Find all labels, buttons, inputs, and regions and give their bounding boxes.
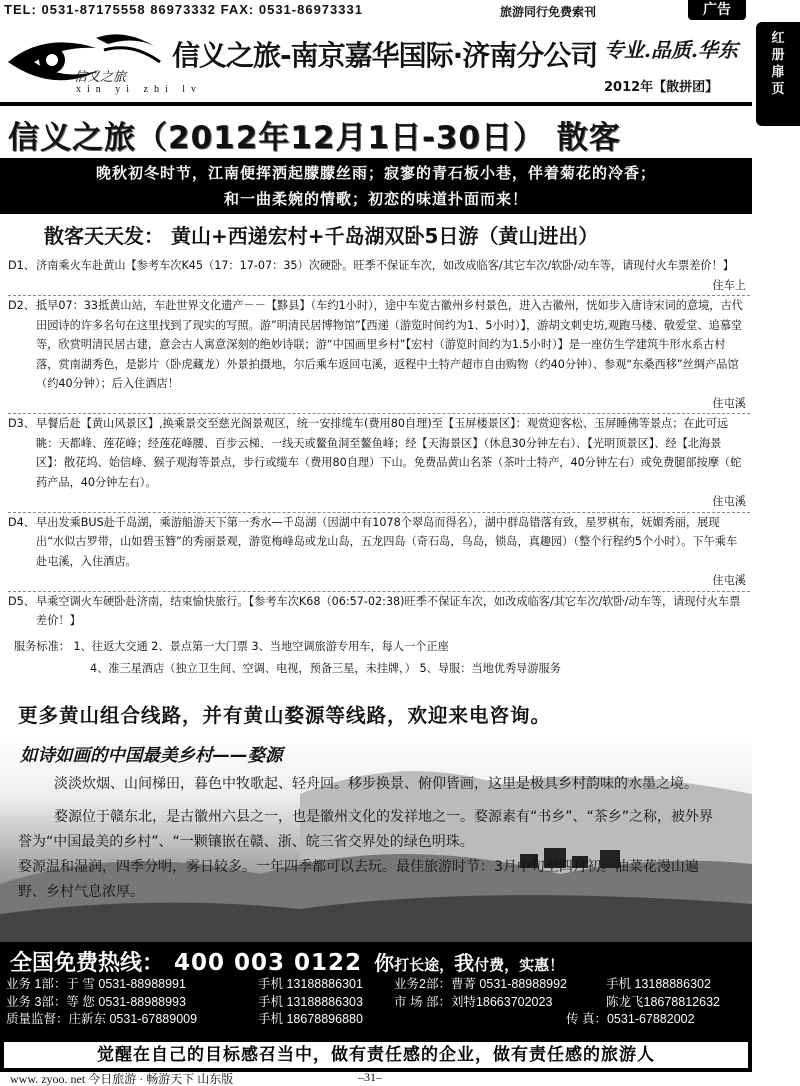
day-label: D5、 bbox=[8, 594, 35, 608]
service-standards bbox=[14, 636, 754, 680]
contact-row bbox=[6, 994, 748, 1012]
footer-site: www. zyoo. net 今日旅游 · 畅游天下 山东版 bbox=[10, 1072, 234, 1086]
tour-title: 散客天天发： 黄山+西递宏村+千岛湖双卧5日游（黄山进出） bbox=[44, 224, 599, 248]
tab-char: 扉 bbox=[771, 65, 785, 80]
service-row: 4、准三星酒店（独立卫生间、空调、电视，预备三星，未挂牌，） 5、导服：当地优秀导游服务 bbox=[90, 662, 561, 675]
contact-cell: 手机 13188886301 bbox=[258, 977, 363, 991]
section-tab bbox=[756, 22, 800, 126]
slogan-part: 你 bbox=[374, 951, 395, 975]
ad-tag: 广告 bbox=[688, 0, 746, 20]
day-label: D2、 bbox=[8, 299, 35, 312]
day-label: D4、 bbox=[8, 515, 35, 529]
day-stay: 住屯溪 bbox=[712, 574, 746, 587]
day-label: D3、 bbox=[8, 417, 35, 430]
top-bar bbox=[0, 0, 800, 20]
more-routes-note: 更多黄山组合线路，并有黄山婺源等线路，欢迎来电咨询。 bbox=[18, 704, 552, 727]
hotline-line bbox=[10, 946, 746, 977]
itinerary-day bbox=[8, 296, 750, 414]
day-text: 早餐后赴【黄山风景区】,换乘景交至慈光阁景观区，统一安排缆车(费用80自理)至【玉屏楼景区】：观赏迎客松、玉屏睡佛等景点；在此可远眺：天都峰、莲花峰；经莲花峰腰、百步云梯、一线天或鳌鱼洞至鳌鱼峰；经【天海景区】（休息30分钟左右）、【光明顶景区】、经【北海景区】：散花坞、始信峰、猴子观海等景点，步行或缆车（费用80自理）下山。免费品黄山名茶（茶叶土特产，40分钟左右）或免费腿部按摩（蛇药产品，40分钟左右）。 bbox=[36, 417, 742, 489]
intro-line: 晚秋初冬时节，江南便挥洒起朦朦丝雨；寂寥的青石板小巷，伴着菊花的冷香； bbox=[95, 164, 656, 182]
day-stay: 住车上 bbox=[712, 278, 746, 292]
contact-cell: 市 场 部：刘特18663702023 bbox=[394, 994, 553, 1009]
slogan-part: 付费，实惠！ bbox=[474, 956, 565, 974]
contact-cell: 业务2部：曹菁 0531-88988992 bbox=[394, 977, 568, 991]
slogan-part: 我 bbox=[454, 951, 475, 975]
wuyuan-paragraph: 婺源温和湿润，四季分明，雾日较多。一年四季都可以去玩。最佳旅游时节：3月中旬至四月初。油菜花漫山遍野、乡村气息浓厚。 bbox=[18, 859, 699, 900]
company-motto: 觉醒在自己的目标感召当中，做有责任感的企业，做有责任感的旅游人 bbox=[4, 1042, 748, 1068]
itinerary bbox=[8, 256, 750, 631]
contact-cell: 质量监督：庄新东 0531-67889009 bbox=[6, 1012, 198, 1026]
contact-cell: 业务 3部：等 您 0531-88988993 bbox=[6, 994, 186, 1009]
tab-char: 红 bbox=[771, 31, 785, 46]
intro-banner bbox=[0, 158, 752, 214]
day-text: 早出发乘BUS赴千岛湖，乘游船游天下第一秀水—千岛湖（因湖中有1078个翠岛而得名），湖中群岛错落有致，星罗棋布，妩媚秀丽，展现出“水似古罗带，山如碧玉簪”的秀丽景观，游览梅峰岛或龙山岛，五龙四岛（奇石岛，鸟岛，锁岛，真趣园）（整个行程约5个小时）。下午乘车赴屯溪，入住酒店。 bbox=[36, 515, 738, 568]
header bbox=[0, 20, 752, 106]
logo-text: 信义之旅 bbox=[74, 70, 127, 85]
contact-cell: 手机 13188886303 bbox=[258, 994, 363, 1009]
contact-table bbox=[6, 976, 748, 1029]
slogan-part: 打长途， bbox=[394, 956, 455, 974]
day-label: D1、 bbox=[8, 259, 35, 272]
hotline-block bbox=[0, 942, 752, 1072]
contact-cell: 业务 1部：于 雪 0531-88988991 bbox=[6, 977, 186, 991]
contact-row bbox=[6, 976, 748, 994]
itinerary-day bbox=[8, 256, 750, 296]
free-copy-note: 旅游同行免费索刊 bbox=[500, 5, 597, 19]
brand-slogan: 专业.品质.华东 bbox=[604, 38, 738, 62]
page-number: –31– bbox=[358, 1070, 382, 1084]
footer bbox=[0, 1066, 800, 1086]
tab-char: 页 bbox=[771, 82, 785, 97]
itinerary-day bbox=[8, 414, 750, 513]
wuyuan-paragraph: 婺源位于赣东北，是古徽州六县之一，也是徽州文化的发祥地之一。婺源素有“书乡”、“茶乡”之称，被外界誉为“中国最美的乡村”、“一颗镶嵌在赣、浙、皖三省交界处的绿色明珠。 bbox=[18, 809, 714, 850]
tab-char: 册 bbox=[771, 48, 785, 63]
itinerary-day bbox=[8, 513, 750, 592]
year-label: 2012年【散拼团】 bbox=[604, 80, 719, 95]
day-stay: 住屯溪 bbox=[712, 396, 746, 410]
day-text: 抵早07：33抵黄山站，车赴世界文化遗产－－【黟县】（车约1小时），途中车览古徽州乡村景色，进入古徽州，恍如步入唐诗宋词的意境，古代田园诗的许多名句在这里找到了现实的写照。游”明清民居博物馆”【西递（游览时间约为1、5小时）】，游胡文刺史坊,观跑马楼、敬爱堂、追慕堂等，欣赏明清民居古建，意会古人寓意深刻的绝妙诗联；游“中国画里乡村”【宏村（游览时间约为1.5小时）】是一座仿生学建筑牛形水系古村落，赏南湖秀色，是影片（卧虎藏龙）外景拍摄地，尔后乘车返回屯溪，返程中土特产超市自由购物（约40分钟）、参观“东桑西移”丝绸产品馆（约40分钟）；后入住酒店！ bbox=[36, 299, 743, 390]
contact-cell: 传 真：0531-67882002 bbox=[566, 1012, 695, 1026]
wuyuan-text bbox=[18, 772, 726, 905]
company-name: 信义之旅-南京嘉华国际·济南分公司 bbox=[172, 39, 598, 72]
intro-line: 和一曲柔婉的情歌；初恋的味道扑面而来！ bbox=[223, 190, 528, 208]
contact-cell: 陈龙飞18678812632 bbox=[606, 994, 720, 1009]
day-text: 济南乘火车赴黄山【参考车次K45（17：17-07：35）次硬卧。旺季不保证车次，如改成临客/其它车次/软卧/动车等，请现付火车票差价！】 bbox=[36, 259, 734, 272]
day-stay: 住屯溪 bbox=[712, 495, 746, 508]
header-rule bbox=[0, 102, 752, 106]
wuyuan-title: 如诗如画的中国最美乡村——婺源 bbox=[20, 746, 283, 766]
day-text: 早乘空调火车硬卧赴济南，结束愉快旅行。【参考车次K68（06:57-02:38)旺季不保证车次，如改成临客/其它车次/软卧/动车等，请现付火车票差价！】 bbox=[36, 594, 741, 627]
service-row: 服务标准： 1、往返大交通 2、景点第一大门票 3、当地空调旅游专用车，每人一个正座 bbox=[14, 640, 449, 653]
phone-fax: TEL: 0531-87175558 86973332 FAX: 0531-86973331 bbox=[4, 2, 363, 17]
itinerary-day bbox=[8, 592, 750, 631]
page-title: 信义之旅（2012年12月1日-30日） 散客 bbox=[8, 120, 621, 156]
logo-pinyin: xin yi zhi lv bbox=[76, 84, 203, 95]
contact-cell: 手机 18678896880 bbox=[258, 1012, 363, 1026]
contact-row bbox=[6, 1011, 748, 1029]
hotline-slogan bbox=[374, 951, 565, 975]
hotline-label: 全国免费热线： bbox=[10, 951, 165, 976]
contact-cell: 手机 13188886302 bbox=[606, 977, 711, 991]
hotline-number[interactable]: 400 003 0122 bbox=[174, 950, 363, 976]
wuyuan-section bbox=[0, 734, 752, 942]
wuyuan-paragraph: 淡淡炊烟、山间梯田，暮色中牧歌起、轻舟回。移步换景、俯仰皆画，这里是极具乡村韵味的水墨之境。 bbox=[54, 776, 698, 792]
